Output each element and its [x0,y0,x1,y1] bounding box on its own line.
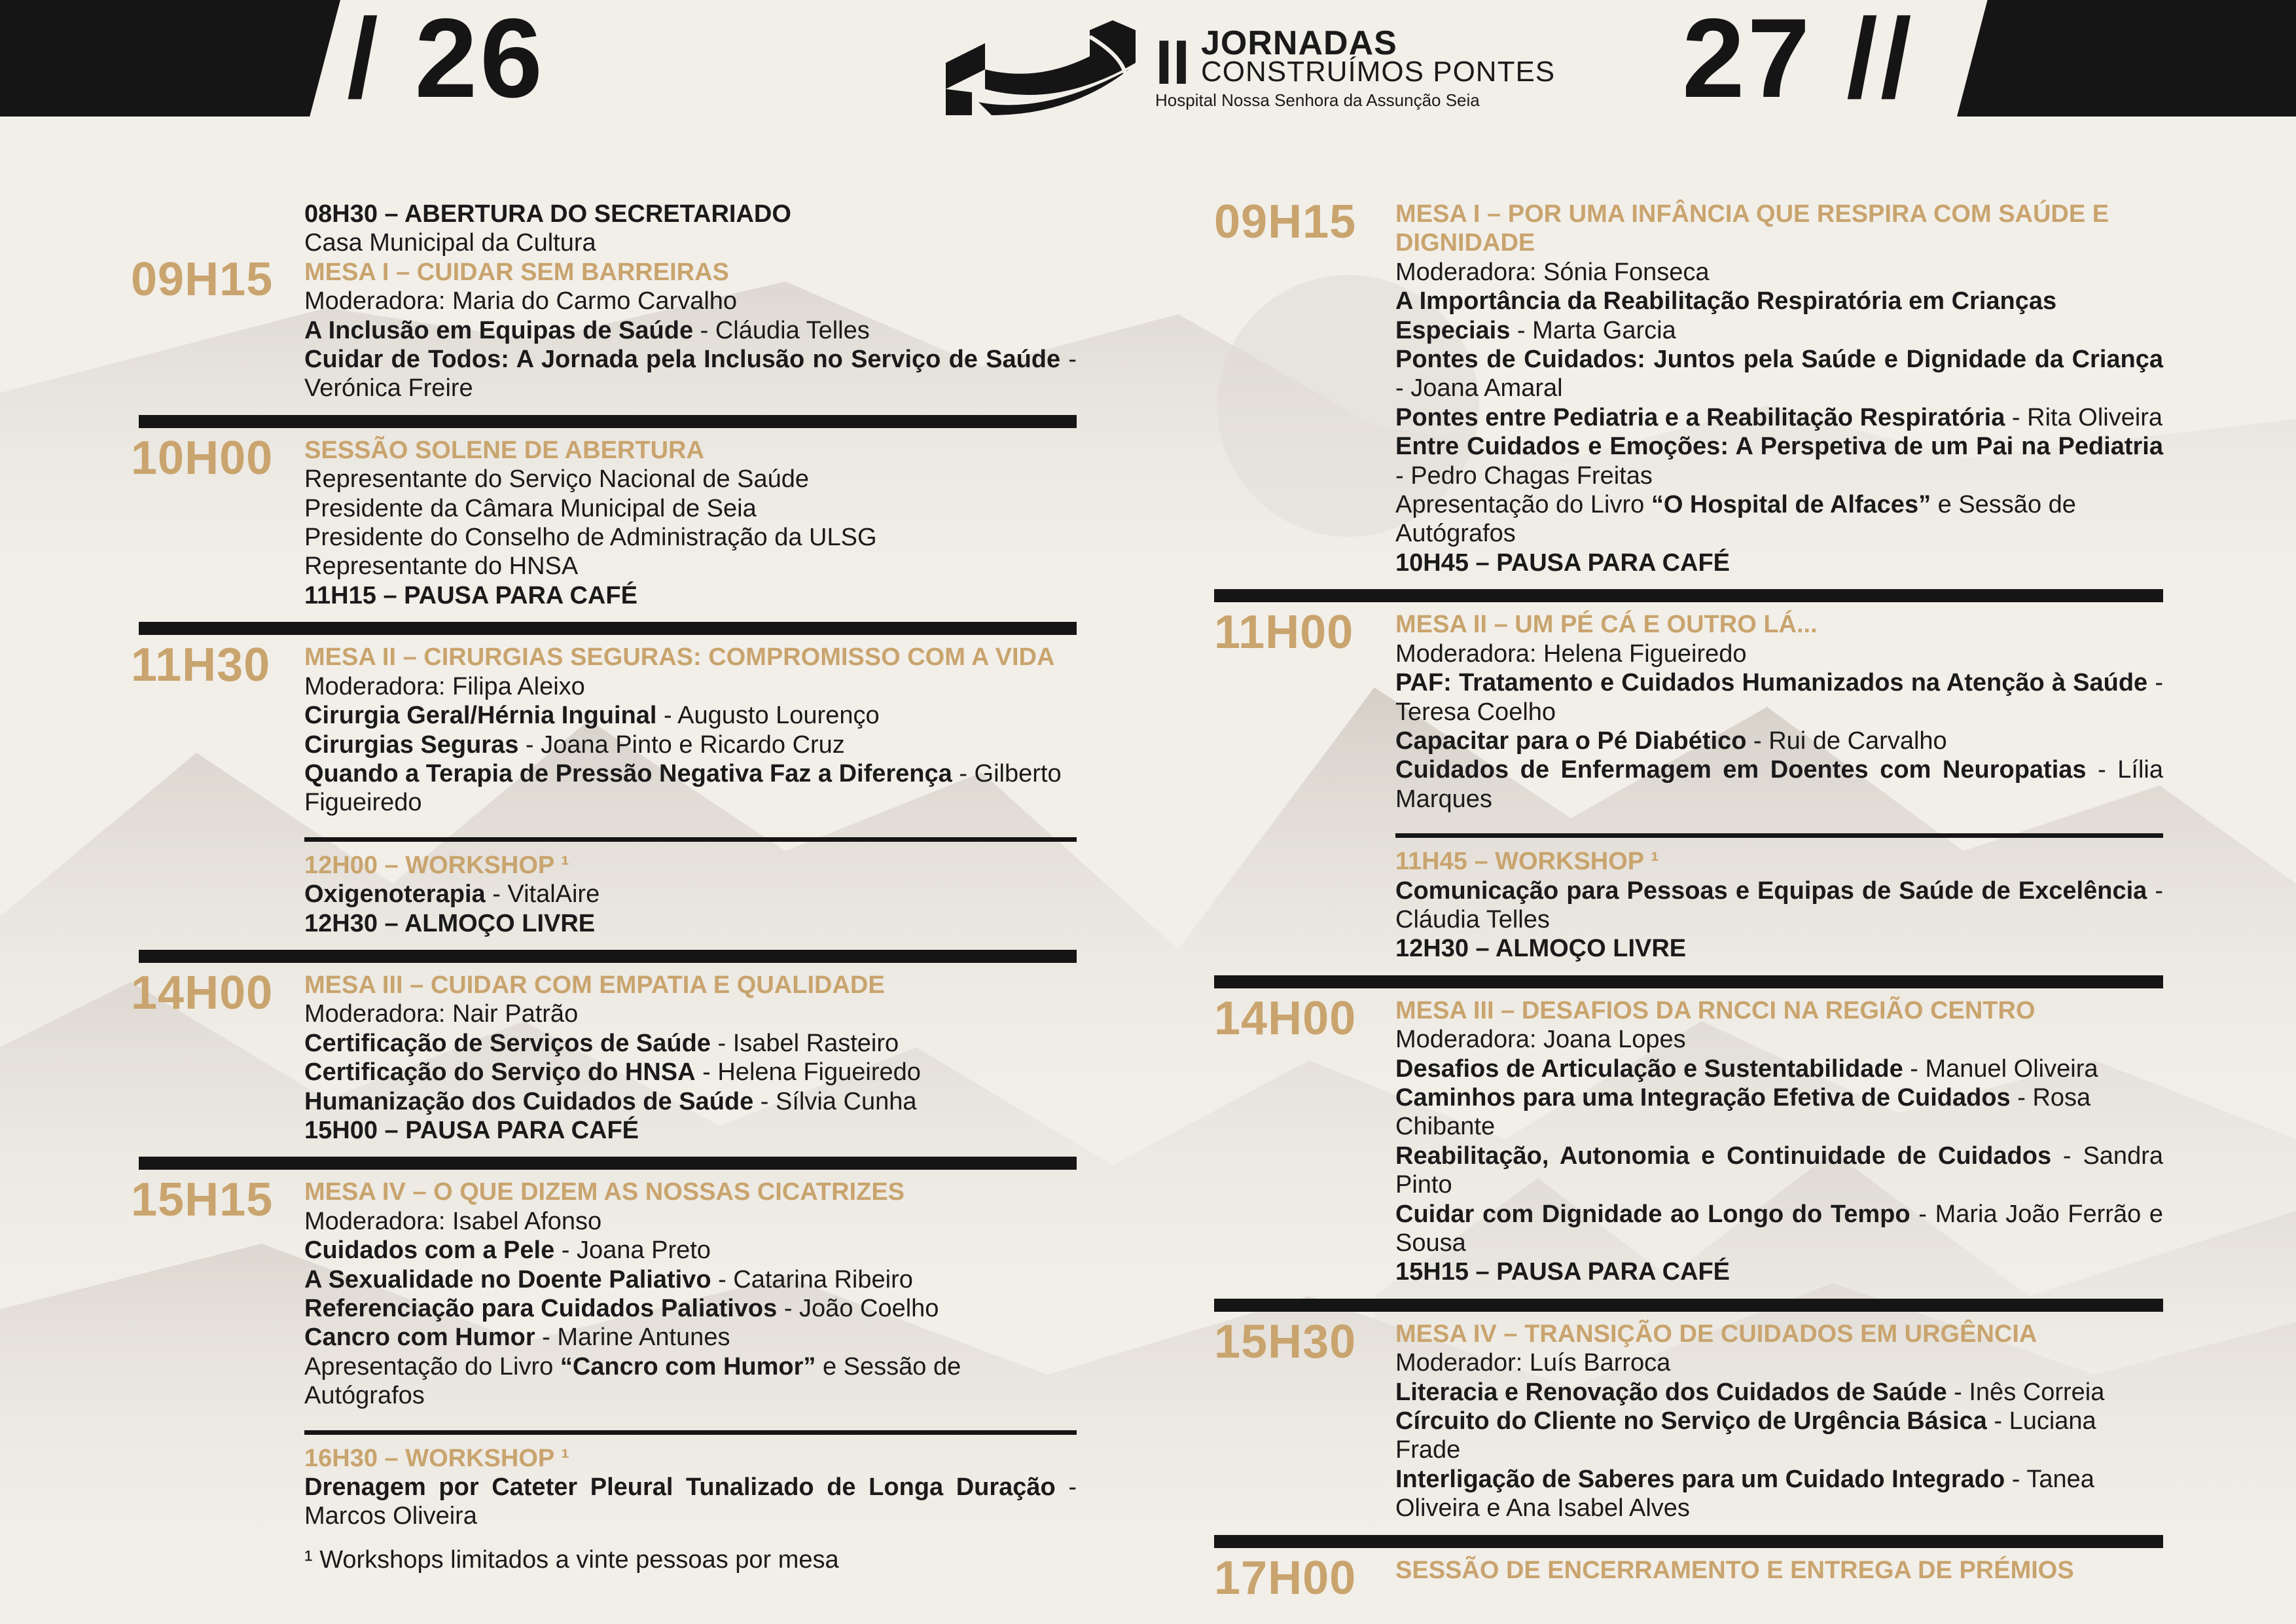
talk-item [1395,432,2163,490]
talk-item [1395,876,2163,935]
talk-title: A Sexualidade no Doente Paliativo [304,1265,711,1293]
talk-speaker: - Catarina Ribeiro [711,1265,913,1293]
day2-block-3 [1214,847,2163,964]
talk-speaker: - Joana Preto [554,1236,711,1265]
talk-speaker: - João Coelho [777,1295,939,1322]
talk-title: Interligação de Saberes para um Cuidado Integrado [1395,1465,2005,1493]
talk-item [304,1323,1077,1352]
talk-item [304,1029,1077,1058]
talk-item [1395,1083,2163,1142]
talk-speaker: - Manuel Oliveira [1903,1055,2098,1083]
talk-title: Comunicação para Pessoas e Equipas de Saúde de Excelência [1395,876,2147,905]
day1-block-7 [131,1444,1077,1531]
session-title: SESSÃO DE ENCERRAMENTO E ENTREGA DE PRÉMIOS [1395,1556,2074,1584]
bridge-logo-icon [939,17,1136,122]
talk-item [1395,403,2163,432]
header-bar-left [0,0,340,117]
talk-title: Literacia e Renovação dos Cuidados de Saúde [1395,1378,1947,1406]
talk-speaker: - Luciana Frade [1395,1407,2096,1464]
talk-item [1395,1465,2163,1523]
talk-speaker: - VitalAire [485,880,600,909]
talk-speaker: - Rosa Chibante [1395,1083,2091,1141]
break-line: 11H15 – PAUSA PARA CAFÉ [304,581,637,609]
talk-item [304,701,1077,730]
session-time: 09H15 [131,253,274,306]
section-divider [139,622,1077,635]
section-divider [1214,1299,2163,1312]
talk-speaker: - Inês Correia [1946,1378,2105,1406]
book-title: “Cancro com Humor” [560,1352,816,1380]
talk-title: Desafios de Articulação e Sustentabilidade [1395,1055,1903,1083]
talk-item [304,759,1077,818]
break-line: 12H30 – ALMOÇO LIVRE [1395,935,1687,963]
talk-title: Cuidados com a Pele [304,1236,555,1265]
talk-speaker: - Sandra Pinto [1395,1142,2163,1199]
talk-speaker: - Maria João Ferrão e Sousa [1395,1200,2163,1257]
break-line: 12H30 – ALMOÇO LIVRE [304,909,596,937]
workshop-title: 11H45 – WORKSHOP ¹ [1395,848,1659,876]
session-title: MESA IV – TRANSIÇÃO DE CUIDADOS EM URGÊNCIA [1395,1320,2037,1348]
day1-block-4 [131,851,1077,938]
talk-title: Capacitar para o Pé Diabético [1395,727,1747,755]
session-moderator: Moderadora: Joana Lopes [1395,1026,1686,1054]
talk-item [1395,1407,2163,1465]
talk-title: Quando a Terapia de Pressão Negativa Faz a Diferença [304,759,952,787]
talk-title: Cirurgias Seguras [304,731,519,759]
session-title: MESA III – CUIDAR COM EMPATIA E QUALIDADE [304,971,885,999]
talk-title: Reabilitação, Autonomia e Continuidade de Cuidados [1395,1142,2052,1170]
session-time: 17H00 [1214,1551,1357,1604]
talk-speaker: - Marcos Oliveira [304,1473,1077,1530]
event-logo [939,17,1594,122]
day1-block-3 [131,639,1077,817]
session-title: MESA I – POR UMA INFÂNCIA QUE RESPIRA COM SAÚDE E DIGNIDADE [1395,200,2109,257]
session-title: SESSÃO SOLENE DE ABERTURA [304,436,704,464]
talk-title: Cuidar de Todos: A Jornada pela Inclusão no Serviço de Saúde [304,346,1061,374]
talk-title: A Importância da Reabilitação Respiratória em Crianças Especiais [1395,287,2057,344]
talk-speaker: - Verónica Freire [304,346,1077,403]
section-divider-thin [304,837,1077,842]
day2-column [1214,196,2163,1604]
session-pretitle-location: Casa Municipal da Cultura [304,229,596,257]
speaker-line: Presidente do Conselho de Administração da ULSG [304,524,877,552]
talk-item [304,1087,1077,1116]
book-post: e Sessão de Autógrafos [304,1352,961,1410]
talk-item [304,1473,1077,1531]
session-time: 15H30 [1214,1315,1357,1368]
talk-item [1395,755,2163,814]
day1-block-6 [131,1174,1077,1410]
talk-speaker: - Augusto Lourenço [656,702,880,730]
section-divider-thin [304,1430,1077,1435]
talk-title: Entre Cuidados e Emoções: A Perspetiva de um Pai na Pediatria [1395,433,2163,461]
session-title: MESA I – CUIDAR SEM BARREIRAS [304,258,729,286]
talk-item [1395,1200,2163,1258]
speaker-line: Representante do Serviço Nacional de Saúde [304,465,810,494]
talk-item [1395,1142,2163,1200]
talk-title: Pontes de Cuidados: Juntos pela Saúde e Dignidade da Criança [1395,346,2163,374]
session-title: MESA III – DESAFIOS DA RNCCI NA REGIÃO CENTRO [1395,996,2036,1024]
session-pretitle: 08H30 – ABERTURA DO SECRETARIADO [304,200,791,228]
session-time: 11H00 [1214,606,1354,659]
day2-block-5 [1214,1315,2163,1523]
talk-item [304,731,1077,759]
day1-block-5 [131,966,1077,1145]
header-bar-right [1957,0,2296,117]
day-left-label: / 26 [347,0,545,121]
section-divider [1214,1535,2163,1548]
talk-item [304,880,1077,909]
talk-title: Caminhos para uma Integração Efetiva de Cuidados [1395,1083,2011,1111]
talk-item [304,1265,1077,1294]
session-title: MESA II – CIRURGIAS SEGURAS: COMPROMISSO COM A VIDA [304,643,1055,672]
book-presentation [1395,490,2163,549]
break-line: 10H45 – PAUSA PARA CAFÉ [1395,549,1731,577]
session-moderator: Moderadora: Isabel Afonso [304,1207,602,1235]
talk-title: Certificação de Serviços de Saúde [304,1029,711,1057]
section-divider [1214,975,2163,988]
session-time: 14H00 [131,966,274,1019]
speaker-line: Representante do HNSA [304,552,579,581]
talk-title: Cirurgia Geral/Hérnia Inguinal [304,702,657,730]
day1-column [131,200,1077,1531]
session-title: MESA II – UM PÉ CÁ E OUTRO LÁ... [1395,611,1818,639]
section-divider-thin [1395,833,2163,838]
talk-speaker: - Marine Antunes [535,1324,730,1352]
talk-title: Círcuito do Cliente no Serviço de Urgência Básica [1395,1407,1987,1435]
talk-item [304,1058,1077,1087]
talk-title: A Inclusão em Equipas de Saúde [304,316,694,344]
section-divider [1214,589,2163,602]
talk-speaker: - Marta Garcia [1510,316,1676,344]
talk-speaker: - Isabel Rasteiro [710,1029,899,1057]
talk-title: Certificação do Serviço do HNSA [304,1058,696,1087]
book-pre: Apresentação do Livro [1395,491,1651,519]
session-moderator: Moderadora: Nair Patrão [304,1000,579,1028]
talk-speaker: - Teresa Coelho [1395,669,2163,726]
talk-title: Referenciação para Cuidados Paliativos [304,1295,778,1322]
break-line: 15H15 – PAUSA PARA CAFÉ [1395,1258,1731,1286]
talk-item [1395,345,2163,403]
talk-speaker: - Sílvia Cunha [753,1087,917,1115]
book-presentation [304,1352,1077,1411]
session-time: 14H00 [1214,992,1357,1045]
talk-title: Cancro com Humor [304,1324,535,1352]
talk-item [1395,668,2163,727]
workshop-footnote: ¹ Workshops limitados a vinte pessoas por mesa [304,1546,839,1574]
talk-speaker: - Cláudia Telles [693,316,870,344]
talk-title: Oxigenoterapia [304,880,486,909]
talk-title: PAF: Tratamento e Cuidados Humanizados na Atenção à Saúde [1395,669,2148,697]
talk-item [1395,1055,2163,1083]
session-time: 11H30 [131,639,271,692]
session-time: 10H00 [131,431,274,484]
session-moderator: Moderadora: Sónia Fonseca [1395,258,1710,286]
talk-speaker: - Helena Figueiredo [695,1058,921,1087]
talk-speaker: - Cláudia Telles [1395,876,2163,933]
talk-title: Pontes entre Pediatria e a Reabilitação Respiratória [1395,403,2005,431]
talk-item [1395,287,2163,345]
talk-title: Cuidados de Enfermagem em Doentes com Neuropatias [1395,756,2087,784]
day1-block-1 [131,200,1077,403]
session-time: 15H15 [131,1174,274,1227]
talk-speaker: - Lília Marques [1395,756,2163,813]
day2-block-6 [1214,1551,2163,1604]
book-post: e Sessão de Autógrafos [1395,491,2076,548]
edition-numeral: II [1155,27,1191,98]
section-divider [139,950,1077,963]
talk-item [304,345,1077,403]
talk-speaker: - Tanea Oliveira e Ana Isabel Alves [1395,1465,2094,1523]
talk-item [304,1294,1077,1323]
session-title: MESA IV – O QUE DIZEM AS NOSSAS CICATRIZES [304,1178,905,1206]
speaker-line: Presidente da Câmara Municipal de Seia [304,494,757,522]
book-title: “O Hospital de Alfaces” [1651,491,1931,519]
talk-speaker: - Rita Oliveira [2005,403,2163,431]
talk-item [304,1236,1077,1265]
day2-block-4 [1214,992,2163,1287]
day2-block-1 [1214,196,2163,577]
logo-title-line1: JORNADAS [1201,24,1397,62]
talk-item [1395,727,2163,755]
session-moderator: Moderador: Luís Barroca [1395,1349,1671,1377]
day-right-label: 27 // [1682,0,1914,121]
talk-title: Drenagem por Cateter Pleural Tunalizado de Longa Duração [304,1473,1056,1502]
session-moderator: Moderadora: Filipa Aleixo [304,672,585,700]
talk-title: Humanização dos Cuidados de Saúde [304,1087,754,1115]
talk-item [304,316,1077,345]
talk-item [1395,1378,2163,1407]
talk-speaker: - Joana Pinto e Ricardo Cruz [518,731,845,759]
workshop-title: 16H30 – WORKSHOP ¹ [304,1444,569,1472]
talk-speaker: - Pedro Chagas Freitas [1395,461,1653,490]
section-divider [139,1157,1077,1170]
day1-block-2 [131,431,1077,610]
talk-title: Cuidar com Dignidade ao Longo do Tempo [1395,1200,1910,1228]
logo-subtitle: Hospital Nossa Senhora da Assunção Seia [1155,90,1480,110]
talk-speaker: - Gilberto Figueiredo [304,759,1062,817]
day2-block-2 [1214,606,2163,814]
session-moderator: Moderadora: Maria do Carmo Carvalho [304,287,738,316]
section-divider [139,415,1077,428]
talk-speaker: - Rui de Carvalho [1746,727,1947,755]
talk-speaker: - Joana Amaral [1395,374,1563,403]
session-time: 09H15 [1214,196,1357,248]
session-moderator: Moderadora: Helena Figueiredo [1395,640,1747,668]
logo-title-line2: CONSTRUÍMOS PONTES [1201,56,1556,88]
workshop-title: 12H00 – WORKSHOP ¹ [304,851,569,879]
book-pre: Apresentação do Livro [304,1352,560,1380]
break-line: 15H00 – PAUSA PARA CAFÉ [304,1116,639,1144]
